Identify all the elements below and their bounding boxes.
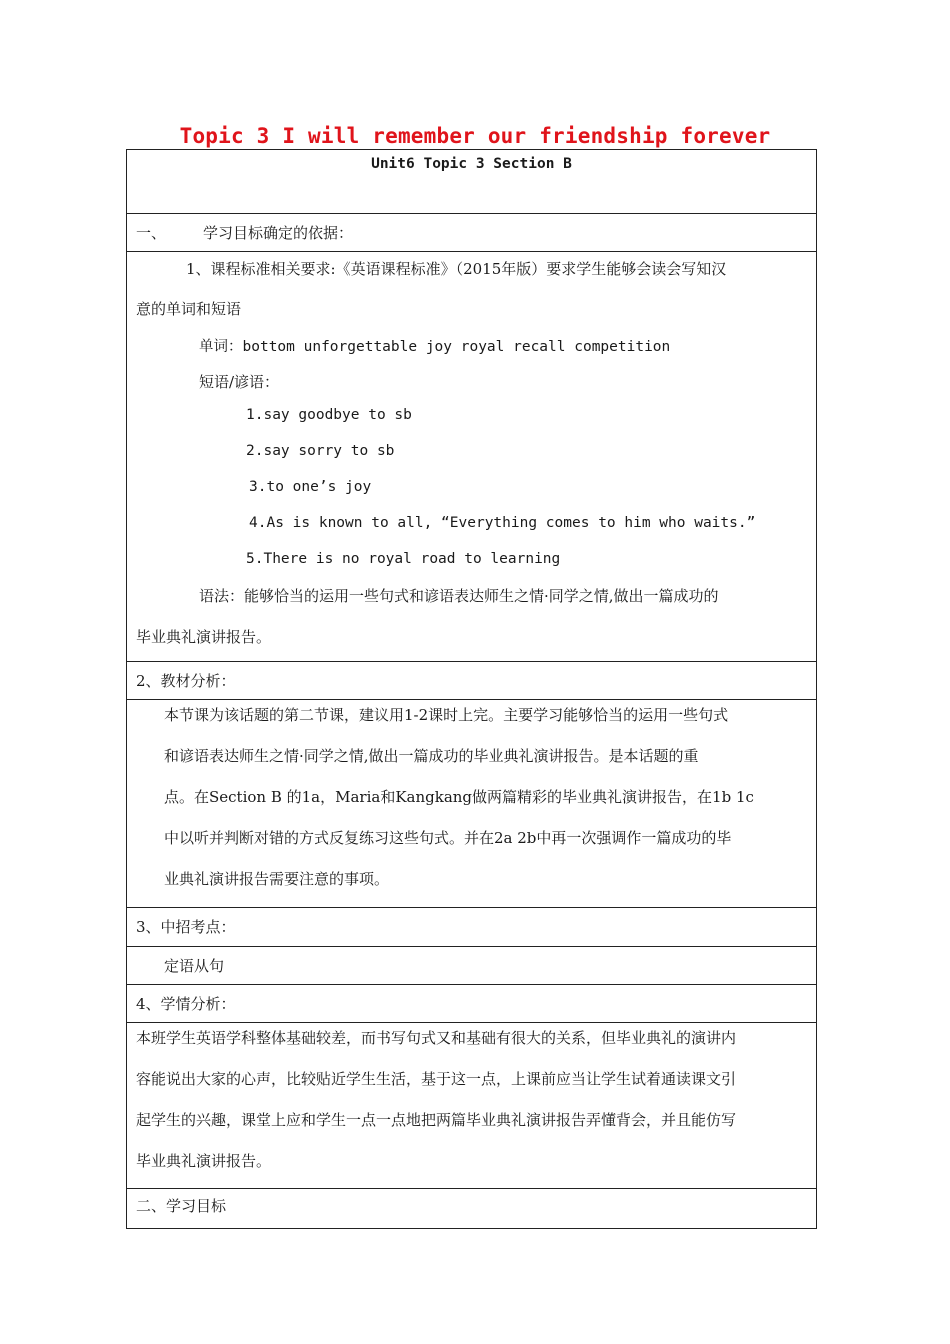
phrases-label: 短语/谚语：: [199, 373, 280, 391]
student-line: 容能说出大家的心声，比较贴近学生生活，基于这一点，上课前应当让学生试着通读课文引: [136, 1070, 737, 1088]
material-line: 本节课为该话题的第二节课，建议用1-2课时上完。主要学习能够恰当的运用一些句式: [164, 706, 729, 724]
objectives-heading-row: [127, 1189, 816, 1229]
student-line: 毕业典礼演讲报告。: [136, 1152, 272, 1170]
basis-heading-row: [127, 214, 816, 252]
exam-heading: 3、中招考点：: [136, 918, 236, 936]
document-title: Topic 3 I will remember our friendship forever: [179, 124, 771, 148]
grammar-line-2: 毕业典礼演讲报告。: [136, 628, 272, 646]
student-heading-row: [127, 985, 816, 1023]
phrase-item: 3.to one’s joy: [249, 479, 372, 495]
material-content-row: [127, 700, 816, 908]
lesson-plan-table: [126, 149, 817, 1229]
material-line: 中以听并判断对错的方式反复练习这些句式。并在2a 2b中再一次强调作一篇成功的毕: [164, 829, 732, 847]
grammar-line-1: 语法：能够恰当的运用一些句式和谚语表达师生之情·同学之情,做出一篇成功的: [199, 587, 719, 605]
header-row: [127, 150, 816, 214]
standard-row: [127, 252, 816, 662]
exam-content-row: [127, 947, 816, 985]
section-header: Unit6 Topic 3 Section B: [371, 156, 572, 172]
exam-heading-row: [127, 908, 816, 947]
student-line: 起学生的兴趣，课堂上应和学生一点一点地把两篇毕业典礼演讲报告弄懂背会，并且能仿写: [136, 1111, 737, 1129]
material-heading-row: [127, 662, 816, 700]
standard-line-2: 意的单词和短语: [136, 300, 242, 318]
basis-heading-text: 学习目标确定的依据：: [203, 224, 354, 242]
material-line: 点。在Section B 的1a，Maria和Kangkang做两篇精彩的毕业典礼演讲报告，在1b 1c: [164, 788, 754, 806]
objectives-heading: 二、学习目标: [136, 1197, 227, 1215]
exam-content: 定语从句: [164, 957, 225, 975]
student-line: 本班学生英语学科整体基础较差，而书写句式又和基础有很大的关系，但毕业典礼的演讲内: [136, 1029, 737, 1047]
phrase-item: 5.There is no royal road to learning: [246, 551, 561, 567]
phrase-item: 2.say sorry to sb: [246, 443, 395, 459]
student-heading: 4、学情分析：: [136, 995, 236, 1013]
material-line: 和谚语表达师生之情·同学之情,做出一篇成功的毕业典礼演讲报告。是本话题的重: [164, 747, 699, 765]
phrase-item: 4.As is known to all, “Everything comes to him who waits.”: [249, 515, 756, 531]
standard-line-1: 1、课程标准相关要求:《英语课程标准》（2015年版）要求学生能够会读会写知汉: [186, 260, 727, 278]
phrase-item: 1.say goodbye to sb: [246, 407, 412, 423]
material-line: 业典礼演讲报告需要注意的事项。: [164, 870, 390, 888]
basis-heading-number: 一、: [136, 224, 167, 242]
student-content-row: [127, 1023, 816, 1189]
material-heading: 2、教材分析：: [136, 672, 236, 690]
words-line: 单词：bottom unforgettable joy royal recall competition: [199, 339, 671, 355]
